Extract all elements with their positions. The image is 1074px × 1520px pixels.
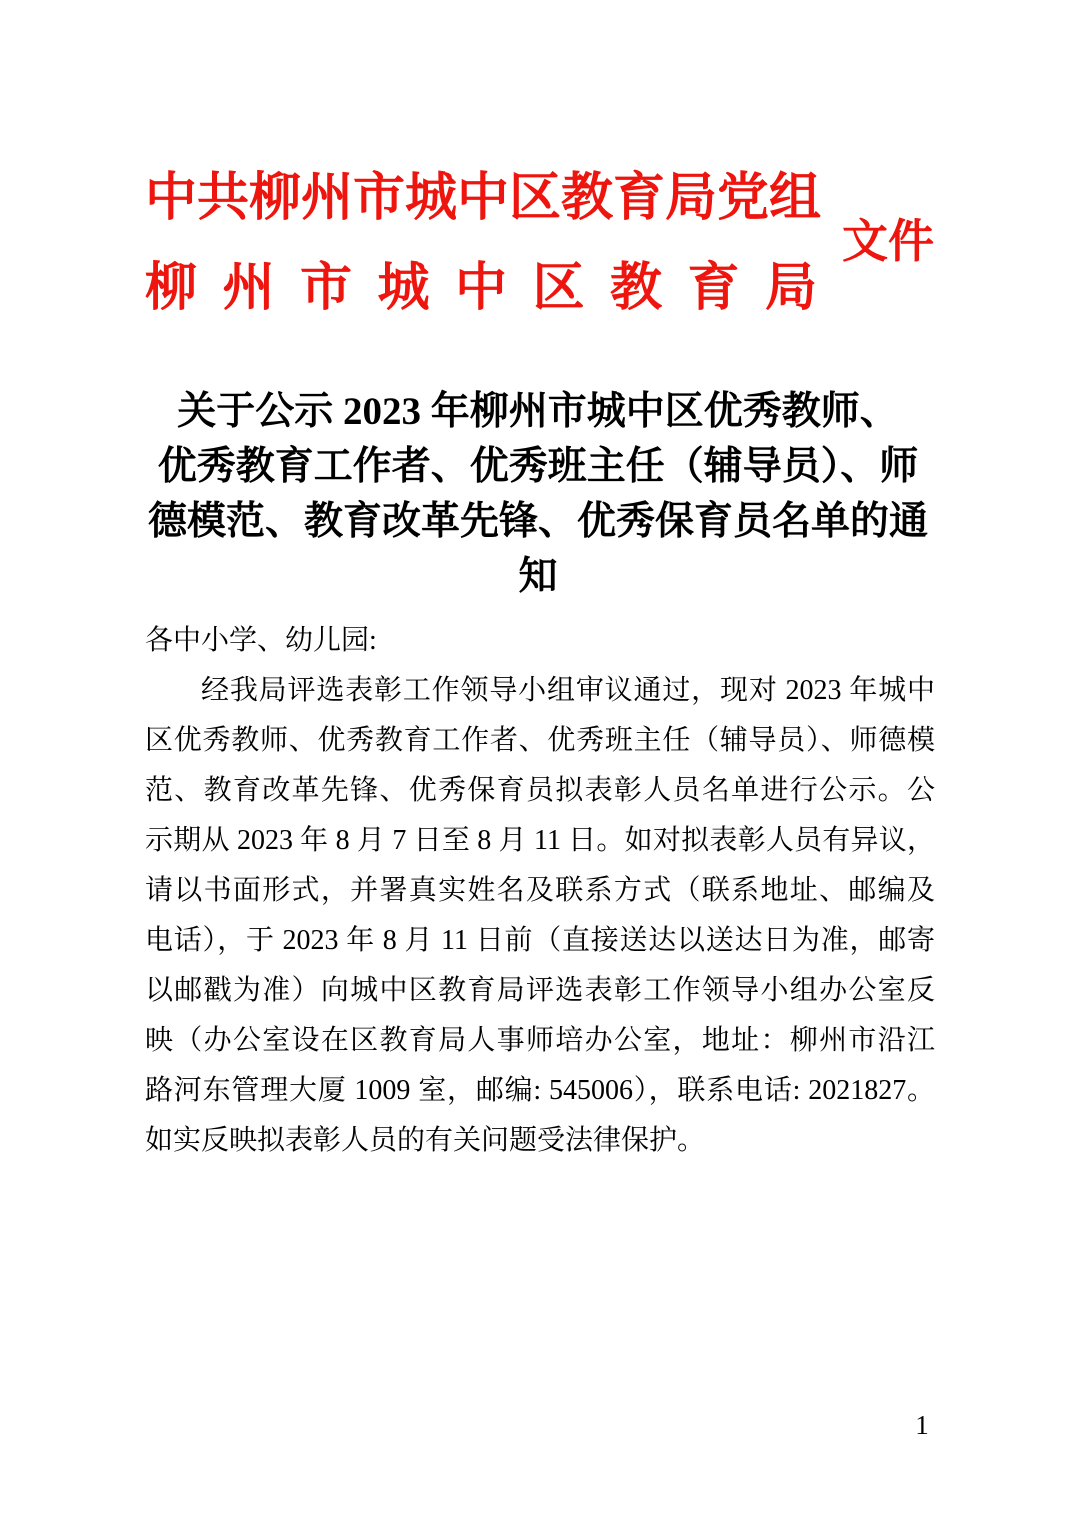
document-title <box>142 384 934 604</box>
title-line-2: 优秀教育工作者、优秀班主任（辅导员）、师 <box>157 445 919 488</box>
letterhead-org-line2: 柳州市城中区教育局 <box>145 260 817 317</box>
body-line: 经我局评选表彰工作领导小组审议通过，现对 2023 年城中 <box>201 675 935 706</box>
body-line: 路河东管理大厦 1009 室，邮编: 545006），联系电话: 2021827。 <box>145 1075 935 1106</box>
letterhead-org-line1: 中共柳州市城中区教育局党组 <box>145 170 822 227</box>
title-line-1: 关于公示 2023 年柳州市城中区优秀教师、 <box>177 390 899 433</box>
body-line: 示期从 2023 年 8 月 7 日至 8 月 11 日。如对拟表彰人员有异议， <box>145 825 935 856</box>
body-line: 以邮戳为准）向城中区教育局评选表彰工作领导小组办公室反 <box>145 975 935 1006</box>
document-body <box>145 616 935 1166</box>
body-line: 映（办公室设在区教育局人事师培办公室，地址：柳州市沿江 <box>145 1025 935 1056</box>
letterhead-doc-type-label: 文件 <box>842 216 934 267</box>
page-number: 1 <box>915 1410 929 1440</box>
body-line: 区优秀教师、优秀教育工作者、优秀班主任（辅导员）、师德模 <box>145 725 935 756</box>
body-line: 范、教育改革先锋、优秀保育员拟表彰人员名单进行公示。公 <box>145 775 935 806</box>
title-line-3: 德模范、教育改革先锋、优秀保育员名单的通知 <box>147 500 928 598</box>
body-line: 请以书面形式，并署真实姓名及联系方式（联系地址、邮编及 <box>145 875 935 906</box>
body-line: 电话），于 2023 年 8 月 11 日前（直接送达以送达日为准，邮寄 <box>145 925 935 956</box>
salutation: 各中小学、幼儿园: <box>145 625 377 656</box>
closing-line: 如实反映拟表彰人员的有关问题受法律保护。 <box>145 1125 706 1156</box>
